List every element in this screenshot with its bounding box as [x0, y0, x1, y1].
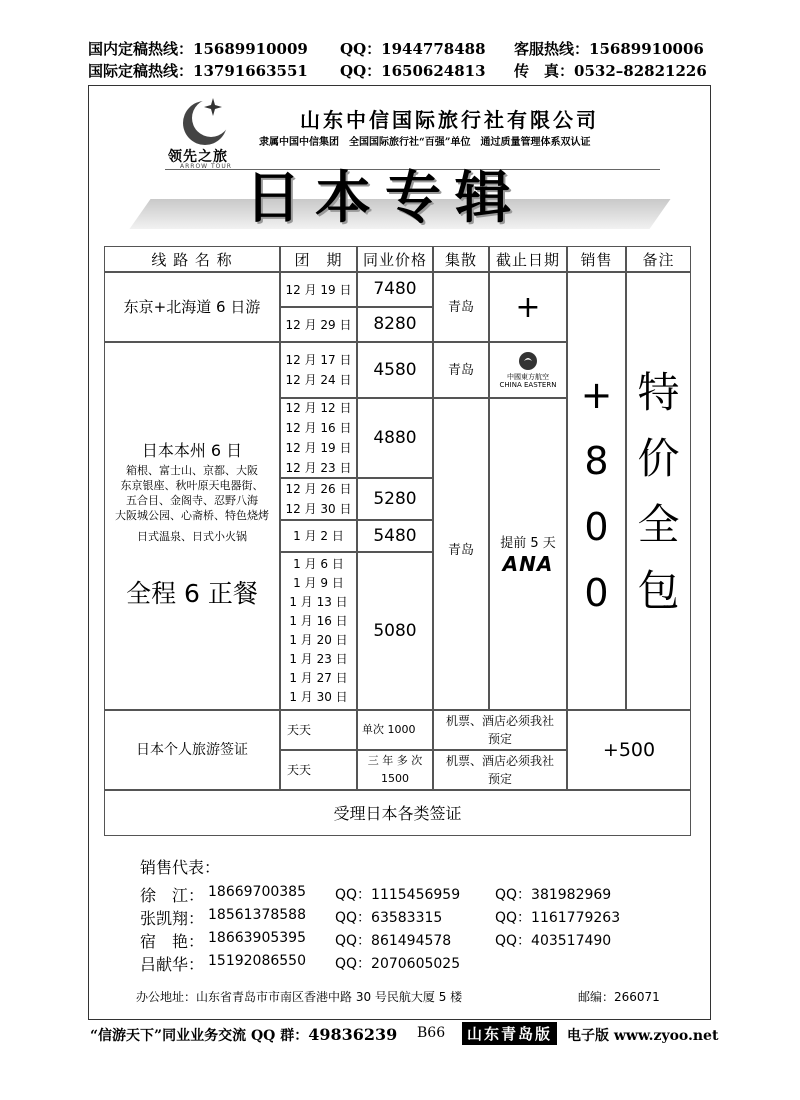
honshu-meals: 全程 6 正餐 — [126, 579, 258, 608]
website: 电子版 www.zyoo.net — [567, 1028, 719, 1044]
rep-qq: QQ：1115456959 — [335, 887, 461, 903]
rep-name: 吕献华： — [140, 955, 205, 974]
honshu-route-name: 日本本州 6 日 — [141, 441, 243, 460]
domestic-qq: QQ：1944778488 — [340, 40, 486, 58]
honshu-price-1: 4580 — [373, 359, 417, 380]
rep-name: 宿 艳： — [140, 932, 205, 951]
honshu-price-2: 4880 — [373, 427, 417, 448]
honshu-price-3: 5280 — [373, 488, 417, 509]
sales-reps-title: 销售代表： — [140, 858, 221, 877]
honshu-city-2: 青岛 — [447, 542, 474, 558]
visa-period-1: 天天 — [287, 723, 312, 737]
rep-name: 张凯翔： — [140, 909, 205, 928]
fax: 传 真：0532–82821226 — [514, 62, 707, 80]
service-hotline: 客服热线：15689910006 — [514, 40, 704, 58]
header-sales: 销售 — [567, 246, 626, 272]
visa-service-text: 受理日本各类签证 — [333, 803, 462, 823]
tokyo-price-1: 7480 — [373, 279, 417, 299]
honshu-dates-group-2: 12 月 12 日 12 月 16 日 12 月 19 日 12 月 23 日 — [285, 401, 352, 475]
tokyo-city: 青岛 — [447, 299, 474, 315]
honshu-deadline-2: 提前 5 天 — [500, 536, 556, 551]
honshu-sights: 箱根、富士山、京都、大阪 东京银座、秋叶原天电器街、 五合目、金阁寺、忍野八海 大阪城公园、心斋桥、特色烧烤 日式温泉、日式小火锅 — [115, 464, 269, 543]
office-address: 办公地址：山东省青岛市市南区香港中路 30 号民航大厦 5 楼 — [136, 990, 463, 1004]
banner-title: 日本专辑 — [245, 166, 525, 231]
visa-period-2: 天天 — [287, 763, 312, 777]
ana-logo-icon: ANA — [502, 552, 554, 576]
crescent-moon-logo-icon — [175, 96, 235, 148]
visa-note-2: 机票、酒店必须我社预定 — [445, 754, 554, 786]
visa-note-1: 机票、酒店必须我社预定 — [445, 714, 554, 746]
qq-group-line: “信游天下”同业业务交流 QQ 群：49836239 — [90, 1025, 398, 1044]
tokyo-price-2: 8280 — [373, 314, 417, 334]
rep-qq: QQ：2070605025 — [335, 956, 461, 972]
rep-phone: 18663905395 — [208, 930, 306, 946]
china-eastern-logo-icon — [518, 351, 538, 371]
honshu-dates-group-4: 1 月 2 日 — [293, 529, 344, 543]
honshu-dates-group-3: 12 月 26 日 12 月 30 日 — [285, 482, 352, 516]
tokyo-date-2: 12 月 29 日 — [285, 317, 352, 332]
postcode: 邮编：266071 — [578, 990, 660, 1004]
rep-name: 徐 江： — [140, 886, 205, 905]
rep-phone: 18561378588 — [208, 907, 306, 923]
header-dates: 团 期 — [280, 246, 357, 272]
honshu-price-4: 5480 — [373, 525, 417, 546]
company-subtitle: 隶属中国中信集团 全国国际旅行社“百强”单位 通过质量管理体系双认证 — [259, 137, 591, 148]
sales-value: + 8 0 0 — [580, 373, 613, 615]
visa-price-2: 三 年 多 次 1500 — [367, 754, 423, 785]
domestic-hotline: 国内定稿热线：15689910009 — [88, 40, 308, 58]
honshu-price-5: 5080 — [373, 620, 417, 641]
honshu-dates-group-5: 1 月 6 日 1 月 9 日 1 月 13 日 1 月 16 日 1 月 20 日 1 月 23 日 1 月 27 日 1 月 30 日 — [289, 557, 348, 704]
remark-value: 特 价 全 包 — [637, 368, 680, 615]
rep-qq-alt: QQ：1161779263 — [495, 910, 621, 926]
header-city: 集散 — [433, 246, 489, 272]
rep-phone: 18669700385 — [208, 884, 306, 900]
rep-phone: 15192086550 — [208, 953, 306, 969]
intl-hotline: 国际定稿热线：13791663551 — [88, 62, 308, 80]
header-price: 同业价格 — [357, 246, 433, 272]
intl-qq: QQ：1650624813 — [340, 62, 486, 80]
logo-subtext: ARROW TOUR — [180, 163, 232, 170]
visa-price-1: 单次 1000 — [362, 723, 416, 736]
rep-qq: QQ：63583315 — [335, 910, 443, 926]
rep-qq: QQ：861494578 — [335, 933, 452, 949]
edition-box: 山东青岛版 — [462, 1022, 557, 1045]
rep-qq-alt: QQ：403517490 — [495, 933, 612, 949]
visa-name: 日本个人旅游签证 — [136, 741, 248, 758]
rep-qq-alt: QQ：381982969 — [495, 887, 612, 903]
header-deadline: 截止日期 — [489, 246, 567, 272]
header-remark: 备注 — [626, 246, 691, 272]
tokyo-deadline: + — [515, 289, 541, 325]
logo-text: 领先之旅 — [168, 149, 228, 165]
visa-extra: +500 — [602, 738, 656, 761]
tokyo-route-name: 东京+北海道 6 日游 — [123, 297, 261, 316]
company-name: 山东中信国际旅行社有限公司 — [300, 108, 599, 132]
honshu-city-1: 青岛 — [447, 362, 474, 378]
china-eastern-name: 中國東方航空 CHINA EASTERN — [499, 373, 557, 389]
tokyo-date-1: 12 月 19 日 — [285, 282, 352, 297]
header-route: 线 路 名 称 — [104, 246, 280, 272]
honshu-dates-group-1: 12 月 17 日 12 月 24 日 — [285, 353, 352, 387]
page-number: B66 — [417, 1025, 446, 1041]
